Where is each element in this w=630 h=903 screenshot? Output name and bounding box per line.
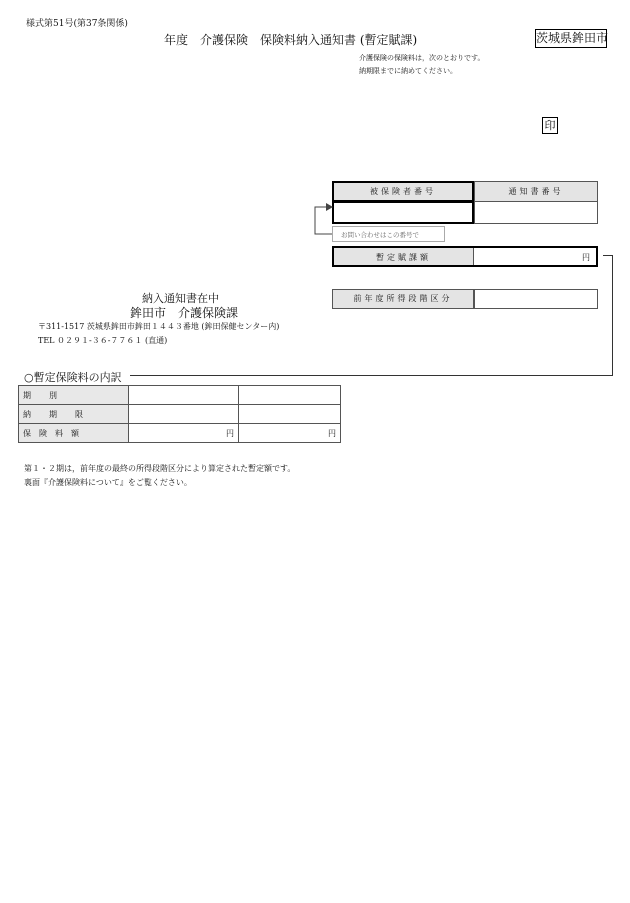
- breakdown-table: [18, 385, 341, 443]
- due-date-col-1: [129, 405, 239, 424]
- city-name-box: 茨城県鉾田市: [535, 29, 607, 48]
- enclosed-notice: 納入通知書在中: [142, 292, 219, 305]
- sender-phone: TEL ０２９１-３６-７７６１ (直通): [38, 336, 168, 345]
- row-label-period: 期別: [19, 386, 129, 405]
- premium-col-2: 円: [239, 424, 341, 443]
- notice-number-field: [474, 201, 598, 224]
- provisional-amount-label: 暫定賦課額: [332, 246, 474, 267]
- notice-text-1: 介護保険の保険料は，次のとおりです。: [359, 54, 485, 62]
- period-col-2: [239, 386, 341, 405]
- sender-address: 〒311-1517 茨城県鉾田市鉾田１４４３番地 (鉾田保健センター内): [38, 322, 280, 331]
- table-row: [19, 386, 341, 405]
- form-number: 様式第51号(第37条関係): [26, 19, 128, 29]
- insured-number-header: 被保険者番号: [332, 181, 474, 202]
- income-class-field: [474, 289, 598, 309]
- sender-department: 鉾田市 介護保険課: [130, 306, 239, 320]
- seal-mark: 印: [542, 117, 558, 134]
- footnote-1: 第１・２期は，前年度の最終の所得段階区分により算定された暫定額です。: [24, 464, 296, 473]
- footnote-2: 裏面『介護保険料について』をご覧ください。: [24, 478, 192, 487]
- row-label-premium: 保険料額: [19, 424, 129, 443]
- provisional-amount-field: 円: [473, 246, 598, 267]
- inquiry-note: お問い合わせはこの番号で: [332, 226, 445, 242]
- due-date-col-2: [239, 405, 341, 424]
- premium-col-1: 円: [129, 424, 239, 443]
- income-class-label: 前年度所得段階区分: [332, 289, 474, 309]
- arrow-icon: [312, 203, 334, 237]
- table-row: [19, 405, 341, 424]
- breakdown-section-title: ○暫定保険料の内訳: [24, 371, 122, 384]
- document-title: 年度 介護保険 保険料納入通知書 (暫定賦課): [164, 33, 418, 47]
- insured-number-field: [332, 201, 474, 224]
- period-col-1: [129, 386, 239, 405]
- connector-line-vertical: [612, 255, 613, 376]
- row-label-due-date: 納期限: [19, 405, 129, 424]
- table-row: [19, 424, 341, 443]
- section-rule: [130, 375, 613, 376]
- notice-number-header: 通知書番号: [474, 181, 598, 202]
- notice-text-2: 納期限までに納めてください。: [359, 67, 457, 75]
